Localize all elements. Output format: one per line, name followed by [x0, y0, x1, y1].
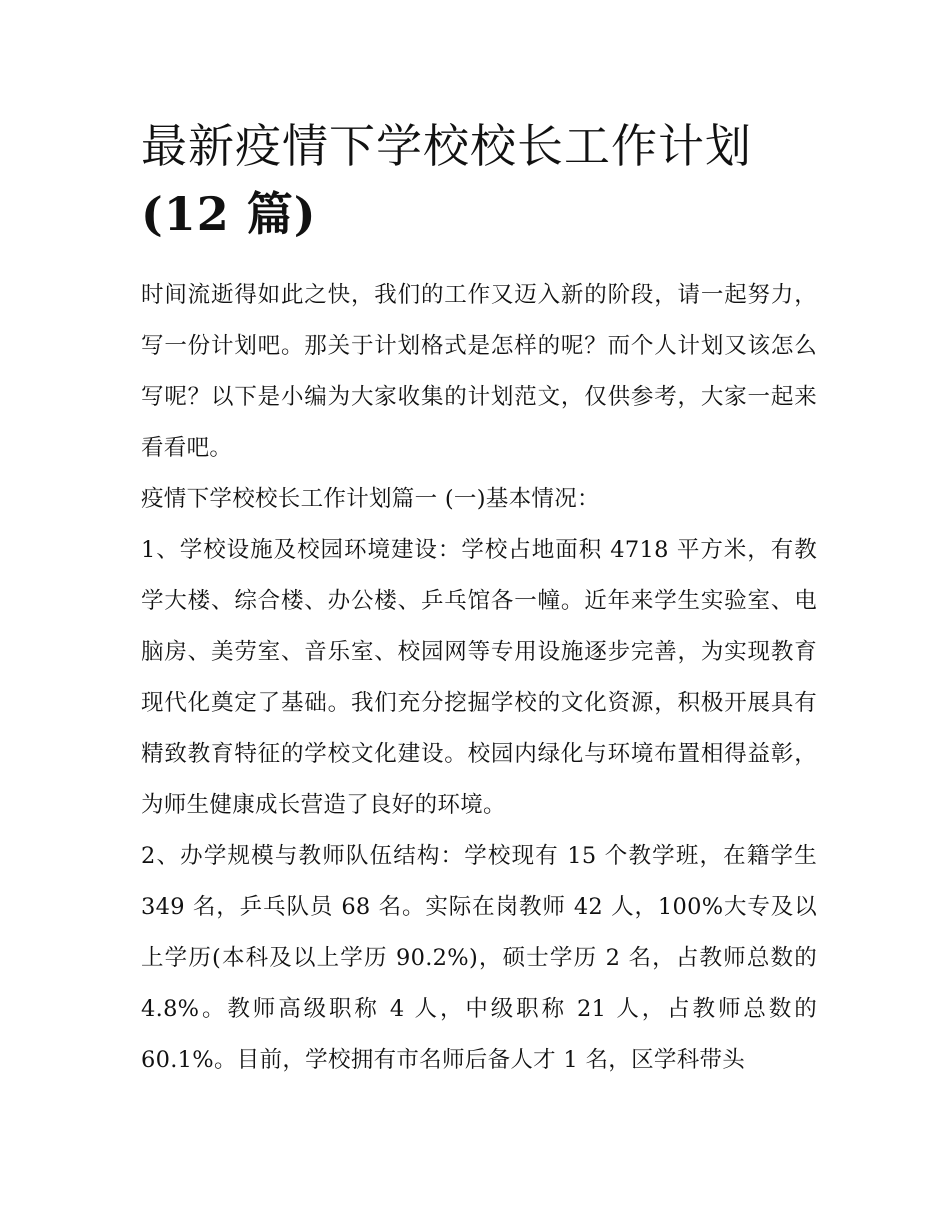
facilities-paragraph: 1、学校设施及校园环境建设：学校占地面积 4718 平方米，有教学大楼、综合楼、办公楼、乒乓馆各一幢。近年来学生实验室、电脑房、美劳室、音乐室、校园网等专用设施逐步完善，为实现教育现代化奠定了基础。我们充分挖掘学校的文化资源，积极开展具有精致教育特征的学校文化建设。校园内绿化与环境布置相得益彰，为师生健康成长营造了良好的环境。: [141, 537, 817, 818]
document-title: [141, 112, 817, 248]
staff-paragraph: 2、办学规模与教师队伍结构：学校现有 15 个教学班，在籍学生 349 名，乒乓队员 68 名。实际在岗教师 42 人，100%大专及以上学历(本科及以上学历 90.2%)，硕士学历 2 名，占教师总数的 4.8%。教师高级职称 4 人，中级职称 21 人，占教师总数的 60.1%。目前，学校拥有市名师后备人才 1 名，区学科带头: [141, 843, 817, 1073]
title-line-count: (12 篇): [141, 187, 317, 241]
intro-paragraph: 时间流逝得如此之快，我们的工作又迈入新的阶段，请一起努力，写一份计划吧。那关于计划格式是怎样的呢？而个人计划又该怎么写呢？以下是小编为大家收集的计划范文，仅供参考，大家一起来看看吧。: [141, 282, 817, 461]
section-heading: 疫情下学校校长工作计划篇一 (一)基本情况：: [141, 486, 600, 512]
document-page: [141, 112, 817, 1086]
title-line-main: 最新疫情下学校校长工作计划: [141, 119, 752, 173]
